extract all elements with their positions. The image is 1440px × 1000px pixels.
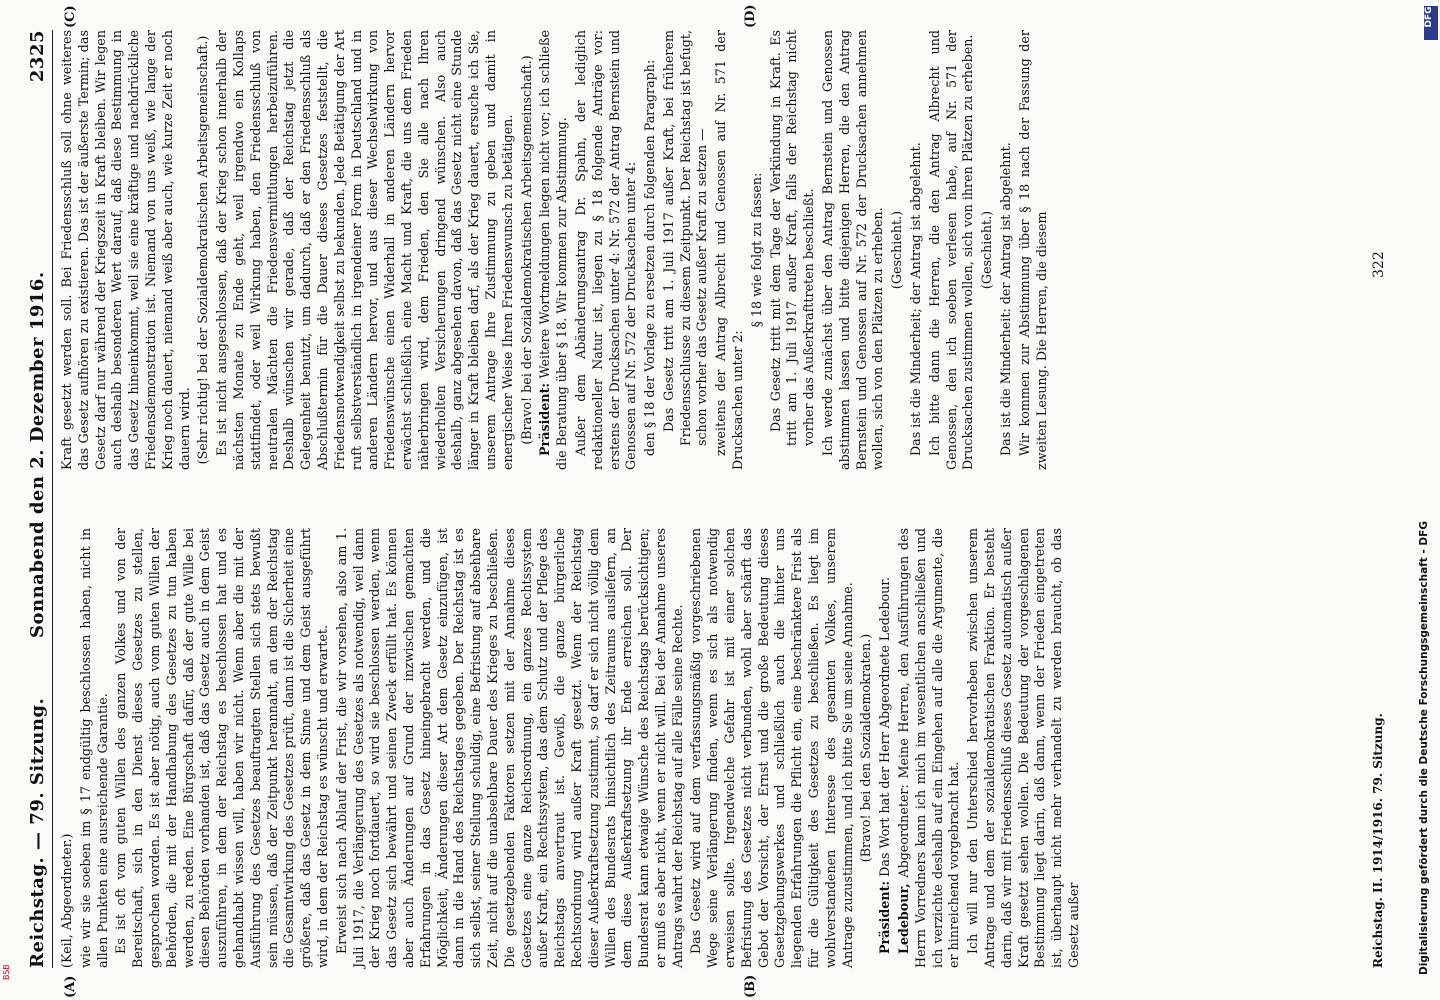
paragraph: Es ist nicht ausgeschlossen, daß der Krieg schon innerhalb der nächsten Monate zu Ende geht, weil irgendwo ein Kollaps stattfindet, oder weil Wirkung haben, den Friedensschluß von neutralen Mächten die Friedensvermittlungen herbeizuführen. Deshalb wünschen wir gerade, daß der Reichstag jetzt die Gelegenheit benutzt, um dadurch, daß er den Friedensschluß als Abschlußtermin für die Dauer dieses Gesetzes feststellt, die Friedensnotwendigkeit selbst zu bekunden. Jede Betätigung der Art ruft selbstverständlich in irgendeiner Form in Deutschland und in anderen Ländern hervor, und aus dieser Wechselwirkung von Friedenswünsche einen Widerhall in anderen Ländern hervor erwächst schließlich eine Macht und Kraft, die uns dem Frieden näherbringen wird, dem Frieden, den Sie alle nach Ihren wiederholten Versicherungen dringend wünschen. Also auch deshalb, ganz abgesehen davon, daß das Gesetz nicht eine Stunde länger in Kraft bleiben darf, als der Krieg dauert, ersuche ich Sie, unserem Antrage Ihre Zustimmung zu geben und damit in energischer Weise Ihren Friedenswunsch zu betätigen. (214, 30, 515, 470)
paragraph: Es ist oft vom guten Willen des ganzen Volkes und von der Bereitschaft, sich in den Dienst dieses Gesetzes zu stellen, gesprochen worden. Es ist aber nötig, auch vom guten Willen der Behörden, die mit der Handhabung des Gesetzes zu tun haben werden, zu reden. Eine Bürgschaft dafür, daß der gute Wille bei diesen Behörden vorhanden ist, daß das Gesetz auch in dem Geist auszuführen, in dem der Reichstag es beschlossen hat und es gehandhabt wissen will, haben wir nicht. Wenn aber die mit der Ausführung des Gesetzes beauftragten Stellen sich stets bewußt sein müssen, daß der Zeitpunkt herannaht, an dem der Reichstag die Gesamtwirkung des Gesetzes prüft, dann ist die Sicherheit eine größere, daß das Gesetz in dem Sinne und dem Geist ausgeführt wird, in dem der Reichstag es wünscht und erwartet. (113, 528, 330, 968)
event-note: (Geschieht.) (889, 210, 905, 290)
header-left: Reichstag. — 79. Sitzung. (27, 697, 48, 968)
digitization-credit: Digitalisierung gefördert durch die Deutsche Forschungsgemeinschaft - DFG (1418, 521, 1430, 975)
margin-marker-c: (C) (63, 5, 78, 28)
applause-note: (Sehr richtig! bei der Sozialdemokratischen Arbeitsgemeinschaft.) (195, 35, 211, 465)
speaker-line: (Keil, Abgeordneter.) (59, 833, 74, 968)
paragraph: Das Gesetz wird auf dem verfassungsmäßig vorgeschriebenen Wege seine Verlängerung finden, wenn es sich als notwendig erweisen sollte. Irgendwelche Gefahr ist mit einer solchen Befristung des Gesetzes nicht verbunden, wohl aber schärft das Gebot der Vorsicht, der Ernst und die große Bedeutung dieses Gesetzgebungswerkes und schließlich auch die hinter uns liegenden Erfahrungen die Pflicht ein, eine beschränktere Frist als für die Gültigkeit des Gesetzes zu beschließen. Es liegt im wohlverstandenen Interesse des gesamten Volkes, unserem Antrage zuzustimmen, und ich bitte Sie um seine Annahme. (688, 528, 855, 968)
paragraph: Kraft gesetzt werden soll. Bei Friedensschluß soll ohne weiteres das Gesetz aufhören zu existieren. Das ist der äußerste Termin; das Gesetz darf nur während der Kriegszeit in Kraft bleiben. Wir legen auch deshalb besonderen Wert darauf, daß diese Bestimmung in das Gesetz hineinkommt, weil sie eine kräftige und nachdrückliche Friedensdemonstration ist. Niemand von uns weiß, wie lange der Krieg noch dauert, niemand weiß aber auch, wie kurze Zeit er noch dauern wird. (59, 30, 192, 470)
sheet-number: 322 (1371, 251, 1387, 278)
speech-text: Weitere Wortmeldungen liegen nicht vor; ich schließe die Beratung über § 18. Wir kommen zur Abstimmung. (537, 30, 570, 470)
paragraph (896, 528, 963, 968)
sheet-signature: Reichstag. II. 1914/1916. 79. Sitzung. (1371, 713, 1385, 968)
right-column (59, 30, 1052, 470)
margin-marker-a: (A) (63, 975, 78, 998)
paragraph: Außer dem Abänderungsantrag Dr. Spahn, der lediglich redaktioneller Natur ist, liegen zu § 18 folgende Anträge vor: erstens der Drucksachen unter 4: Nr. 572 der Antrag Bernstein und Genossen auf Nr. 572 der Drucksachen unter 4: (572, 30, 639, 470)
paragraph: Ich bitte dann die Herren, die den Antrag Albrecht und Genossen, den ich soeben verlesen habe, auf Nr. 571 der Drucksachen zustimmen wollen, sich von ihren Plätzen zu erheben. (926, 30, 976, 470)
speaker-label: Ledebour, (896, 883, 912, 954)
header-date: Sonnabend den 2. Dezember 1916. (27, 271, 48, 638)
two-column-body (53, 4, 1387, 998)
margin-marker-b: (B) (743, 974, 758, 998)
paragraph: Ich will nur den Unterschied hervorheben zwischen unserem Antrage und dem der sozialdemokratischen Fraktion. Er besteht darin, daß wir mit Friedensschluß dieses Gesetz automatisch außer Kraft gesetzt sehen wollen. Die Bedeutung der vorgeschlagenen Bestimmung liegt darin, daß dann, wenn der Frieden eingetreten ist, überhaupt nicht mehr verhandelt zu werden braucht, ob das Gesetz außer (965, 528, 1082, 968)
paragraph (877, 528, 894, 968)
applause-note: (Bravo! bei der Sozialdemokratischen Arbeitsgemeinschaft.) (518, 55, 534, 445)
page-header (22, 30, 53, 968)
header-page-number: 2325 (27, 30, 48, 83)
paragraph: Wir kommen zur Abstimmung über § 18 nach der Fassung der zweiten Lesung. Die Herren, die diesem (1016, 30, 1049, 470)
applause-note: (Bravo! bei den Sozialdemokraten.) (858, 633, 874, 863)
paragraph (537, 30, 571, 470)
left-column (59, 528, 1085, 968)
quoted-text: Das Gesetz tritt am 1. Juli 1917 außer Kraft, bei früherem Friedensschlusse zu diesem Zeitpunkt. Der Reichstag ist befugt, schon vorher das Gesetz außer Kraft zu setzen — (660, 30, 710, 446)
paragraph: § 18 wie folgt zu fassen: (748, 172, 764, 328)
speaker-label: Präsident: (537, 382, 553, 456)
paragraph: zweitens der Antrag Albrecht und Genossen auf Nr. 571 der Drucksachen unter 2: (713, 30, 746, 470)
paragraph: Erweist sich nach Ablauf der Frist, die wir vorsehen, also am 1. Juli 1917, die Verlängerung des Gesetzes als notwendig, weil dann der Krieg noch fortdauert, so wird sie beschlossen werden, wenn das Gesetz sich bewährt und seinen Zweck erfüllt hat. Es können aber auch Änderungen auf Grund der inzwischen gemachten Erfahrungen in das Gesetz hineingebracht werden, und die Möglichkeit, Änderungen dieser Art dem Gesetz einzufügen, ist dann in die Hand des Reichstages gegeben. Der Reichstag ist es sich selbst, seiner Stellung schuldig, eine Befristung auf absehbare Zeit, nicht auf die unabsehbare Dauer des Krieges zu beschließen. Die gesetzgebenden Faktoren setzen mit der Annahme dieses Gesetzes eine ganze Reichsordnung, ein ganzes Rechtssystem außer Kraft, ein Rechtssystem, das dem Schutz und der Pflege des Reichstags anvertraut ist. Gewiß, die ganze bürgerliche Rechtsordnung wird außer Kraft gesetzt. Wenn der Reichstag dieser Außerkraftsetzung zustimmt, so darf er sich nicht völlig dem Willen des Bundesrats hinsichtlich des Zeitraums ausliefern, an dem diese Außerkraftsetzung ihr Ende erreichen soll. Der Bundesrat kann etwaige Wünsche des Reichstags berücksichtigen; er muß es aber nicht, wenn er nicht will. Bei der Annahme unseres Antrags wahrt der Reichstag auf alle Fälle seine Rechte. (333, 528, 685, 968)
library-stamp: BSB (2, 964, 11, 980)
paragraph: den § 18 der Vorlage zu ersetzen durch folgenden Paragraph: (642, 59, 658, 456)
paragraph: Ich werde zunächst über den Antrag Bernstein und Genossen abstimmen lassen und bitte diejenigen Herren, die den Antrag Bernstein und Genossen auf Nr. 572 der Drucksachen annehmen wollen, sich von den Plätzen zu erheben. (820, 30, 886, 470)
paragraph: Das ist die Minderheit; der Antrag ist abgelehnt. (908, 142, 924, 456)
quoted-text: Das Gesetz tritt mit dem Tage der Verkündung in Kraft. Es tritt am 1. Juli 1917 außer Kraft, falls der Reichstag nicht vorher das Außerkrafttreten beschließt. (767, 30, 817, 446)
dfg-logo-text: DFG (1424, 6, 1434, 28)
speech-text: Das Wort hat der Herr Abgeordnete Ledebour. (877, 576, 893, 877)
paragraph: Das ist die Minderheit: der Antrag ist abgelehnt. (998, 142, 1014, 456)
event-note: (Geschieht.) (979, 210, 995, 290)
speech-text: Abgeordneter: Meine Herren, den Ausführungen des Herrn Vorredners kann ich mich im wesentlichen anschließen und ich verzichte deshalb auf ein Eingehen auf alle die Argumente, die er hinreichend vorgebracht hat. (896, 528, 962, 968)
speaker-label: Präsident: (877, 880, 893, 954)
margin-marker-d: (D) (743, 4, 758, 28)
paragraph: wie wir sie soeben im § 17 endgültig beschlossen haben, nicht in allen Punkten eine ausreichende Garantie. (77, 528, 110, 968)
